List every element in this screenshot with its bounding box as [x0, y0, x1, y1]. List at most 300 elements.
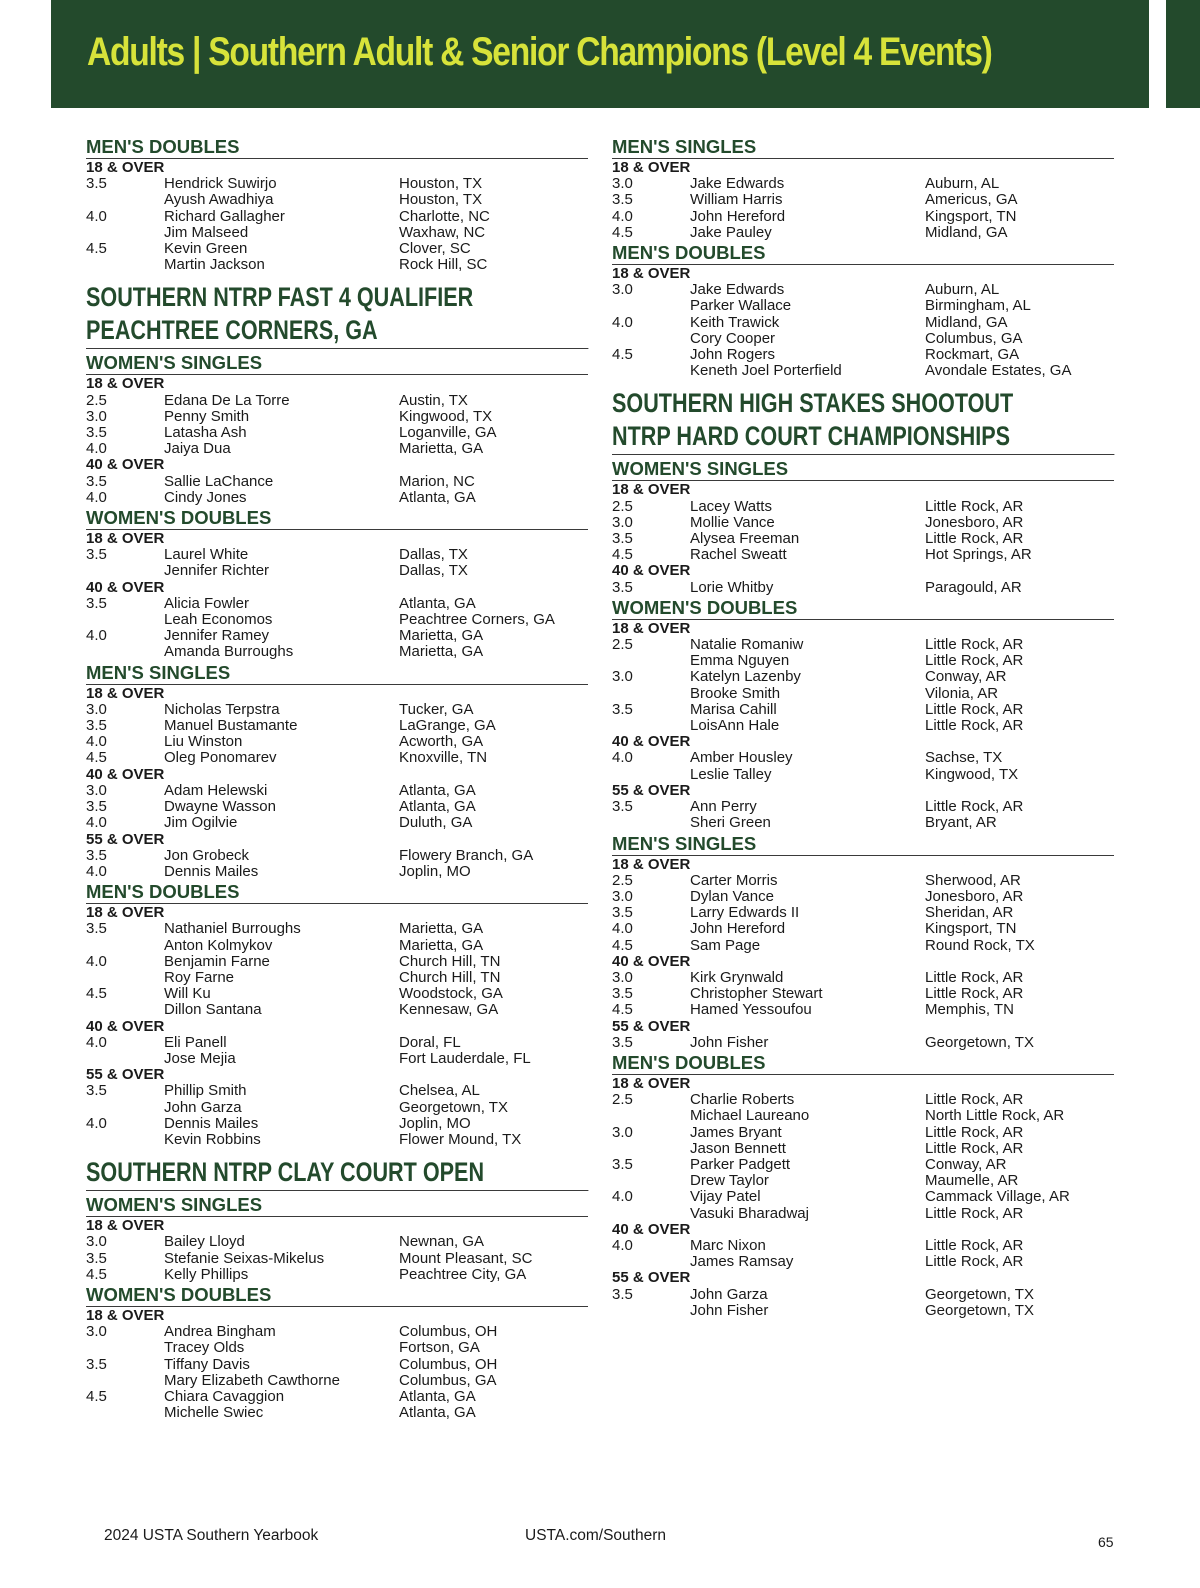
player-hometown: Auburn, AL [925, 175, 1000, 193]
player-hometown: Atlanta, GA [399, 781, 476, 799]
ntrp-level: 3.5 [86, 424, 107, 442]
player-name: Benjamin Farne [164, 952, 270, 970]
player-name: Hendrick Suwirjo [164, 175, 277, 193]
ntrp-level: 3.0 [86, 1233, 107, 1251]
player-hometown: Paragould, AR [925, 578, 1022, 596]
player-name: James Ramsay [690, 1253, 794, 1271]
player-name: Dillon Santana [164, 1001, 262, 1019]
result-row [86, 628, 588, 644]
age-division-label: 55 & OVER [612, 781, 691, 799]
result-row [612, 637, 1114, 653]
result-row [86, 209, 588, 225]
player-hometown: Little Rock, AR [925, 1123, 1024, 1141]
result-row [612, 192, 1114, 208]
player-name: Roy Farne [164, 968, 235, 986]
ntrp-level: 3.5 [612, 1155, 633, 1173]
player-hometown: Atlanta, GA [399, 488, 476, 506]
player-name: Andrea Bingham [164, 1323, 276, 1341]
player-hometown: Knoxville, TN [399, 749, 488, 767]
player-hometown: Kingwood, TX [925, 765, 1019, 783]
player-name: Liu Winston [164, 733, 243, 751]
player-hometown: Dallas, TX [399, 546, 468, 564]
ntrp-level: 3.0 [86, 781, 107, 799]
ntrp-level [612, 298, 690, 314]
player-hometown: Columbus, GA [925, 329, 1023, 347]
result-row [86, 1132, 588, 1148]
footer-website: USTA.com/Southern [525, 1527, 666, 1544]
result-row [612, 767, 1114, 783]
player-hometown: Avondale Estates, GA [925, 362, 1072, 380]
section-heading: WOMEN'S SINGLES [86, 353, 588, 375]
player-hometown: Rockmart, GA [925, 346, 1020, 364]
page-title: Adults | Southern Adult & Senior Champions (Level 4 Events) [87, 30, 992, 74]
player-hometown: Auburn, AL [925, 281, 1000, 299]
section-heading: MEN'S SINGLES [612, 834, 1114, 856]
age-division-label: 18 & OVER [86, 904, 165, 922]
age-division-label: 18 & OVER [612, 481, 691, 499]
player-hometown: Georgetown, TX [925, 1033, 1034, 1051]
player-name: Jason Bennett [690, 1139, 786, 1157]
player-hometown: Little Rock, AR [925, 1139, 1024, 1157]
header-tab-decoration [1166, 0, 1200, 108]
ntrp-level: 4.0 [612, 207, 633, 225]
player-hometown: Atlanta, GA [399, 798, 476, 816]
player-hometown: Little Rock, AR [925, 1236, 1024, 1254]
result-row [612, 921, 1114, 937]
player-hometown: Atlanta, GA [399, 1387, 476, 1405]
player-name: Lorie Whitby [690, 578, 774, 596]
age-division-label: 18 & OVER [86, 159, 165, 176]
player-name: Marc Nixon [690, 1236, 766, 1254]
result-row [86, 799, 588, 815]
player-hometown: Kingwood, TX [399, 407, 493, 425]
player-name: Adam Helewski [164, 781, 268, 799]
ntrp-level: 2.5 [612, 636, 633, 654]
player-hometown: Memphis, TN [925, 1001, 1014, 1019]
ntrp-level: 4.5 [612, 1001, 633, 1019]
player-hometown: Marietta, GA [399, 627, 484, 645]
age-division-label: 40 & OVER [86, 456, 165, 474]
player-hometown: Sherwood, AR [925, 871, 1021, 889]
player-hometown: Clover, SC [399, 240, 471, 258]
section-heading: MEN'S DOUBLES [612, 1053, 1114, 1075]
player-hometown: Birmingham, AL [925, 297, 1031, 315]
result-row [612, 750, 1114, 766]
player-hometown: Little Rock, AR [925, 1091, 1024, 1109]
ntrp-level: 3.0 [86, 1323, 107, 1341]
player-name: Eli Panell [164, 1033, 227, 1051]
results-section [86, 882, 588, 1148]
results-section [612, 598, 1114, 832]
results-section [612, 243, 1114, 379]
result-row [86, 970, 588, 986]
player-name: Leslie Talley [690, 765, 772, 783]
ntrp-level: 3.5 [86, 846, 107, 864]
ntrp-level [612, 1303, 690, 1319]
ntrp-level [612, 1206, 690, 1222]
section-heading: MEN'S SINGLES [612, 137, 1114, 159]
player-hometown: Doral, FL [399, 1033, 461, 1051]
player-name: Sam Page [690, 936, 761, 954]
player-name: Nathaniel Burroughs [164, 920, 301, 938]
player-hometown: Fortson, GA [399, 1339, 480, 1357]
player-hometown: Tucker, GA [399, 700, 474, 718]
ntrp-level: 3.5 [86, 717, 107, 735]
ntrp-level: 2.5 [86, 391, 107, 409]
player-name: Leah Economos [164, 611, 273, 629]
ntrp-level: 4.5 [86, 240, 107, 258]
player-name: Larry Edwards II [690, 904, 800, 922]
result-row [86, 596, 588, 612]
result-row [86, 815, 588, 831]
result-row [612, 1002, 1114, 1018]
ntrp-level: 4.0 [612, 920, 633, 938]
player-hometown: Jonesboro, AR [925, 887, 1024, 905]
results-section [86, 137, 588, 273]
result-row [612, 669, 1114, 685]
ntrp-level [612, 815, 690, 831]
player-hometown: Houston, TX [399, 175, 483, 193]
player-name: John Fisher [690, 1301, 769, 1319]
results-section [86, 663, 588, 880]
player-name: Bailey Lloyd [164, 1233, 245, 1251]
player-name: Cindy Jones [164, 488, 247, 506]
player-name: Mollie Vance [690, 513, 775, 531]
ntrp-level: 3.5 [612, 1285, 633, 1303]
section-heading: WOMEN'S DOUBLES [86, 1285, 588, 1307]
player-hometown: Peachtree City, GA [399, 1265, 527, 1283]
age-division-label: 18 & OVER [86, 1217, 165, 1235]
ntrp-level: 3.5 [612, 530, 633, 548]
result-row [612, 1206, 1114, 1222]
player-hometown: Woodstock, GA [399, 985, 503, 1003]
ntrp-level: 3.0 [612, 281, 633, 299]
result-row [612, 986, 1114, 1002]
section-heading: MEN'S DOUBLES [612, 243, 1114, 265]
result-row [612, 1287, 1114, 1303]
player-name: Cory Cooper [690, 329, 776, 347]
result-row [86, 1324, 588, 1340]
results-section [612, 137, 1114, 241]
player-name: Dwayne Wasson [164, 798, 276, 816]
player-hometown: Georgetown, TX [925, 1285, 1034, 1303]
ntrp-level: 4.0 [86, 1033, 107, 1051]
player-hometown: Little Rock, AR [925, 968, 1024, 986]
ntrp-level: 3.0 [612, 887, 633, 905]
result-row [612, 873, 1114, 889]
ntrp-level: 2.5 [612, 1091, 633, 1109]
player-hometown: Cammack Village, AR [925, 1188, 1070, 1206]
ntrp-level: 3.5 [612, 985, 633, 1003]
result-row [612, 282, 1114, 298]
result-row [612, 580, 1114, 596]
section-heading: WOMEN'S DOUBLES [612, 598, 1114, 620]
result-row [612, 653, 1114, 669]
player-hometown: Austin, TX [399, 391, 468, 409]
ntrp-level [86, 1340, 164, 1356]
ntrp-level: 3.5 [612, 700, 633, 718]
ntrp-level: 3.5 [612, 578, 633, 596]
player-hometown: Marietta, GA [399, 643, 484, 661]
result-row [86, 921, 588, 937]
result-row [86, 783, 588, 799]
player-name: Kevin Robbins [164, 1130, 261, 1148]
player-name: James Bryant [690, 1123, 782, 1141]
ntrp-level: 3.5 [612, 798, 633, 816]
result-row [86, 1251, 588, 1267]
result-row [612, 702, 1114, 718]
page-number: 65 [1098, 1534, 1114, 1550]
player-name: Hamed Yessoufou [690, 1001, 812, 1019]
player-hometown: Joplin, MO [399, 1114, 471, 1132]
result-row [612, 225, 1114, 241]
age-division-label: 40 & OVER [86, 578, 165, 596]
player-name: Tiffany Davis [164, 1355, 250, 1373]
player-name: Anton Kolmykov [164, 936, 273, 954]
player-name: Michael Laureano [690, 1107, 810, 1125]
player-name: Edana De La Torre [164, 391, 290, 409]
ntrp-level: 4.0 [86, 488, 107, 506]
result-row [86, 1116, 588, 1132]
player-hometown: Midland, GA [925, 223, 1008, 241]
ntrp-level: 3.0 [86, 407, 107, 425]
ntrp-level: 4.0 [612, 749, 633, 767]
result-row [86, 1340, 588, 1356]
player-hometown: Marietta, GA [399, 920, 484, 938]
player-hometown: Columbus, OH [399, 1355, 498, 1373]
ntrp-level [86, 563, 164, 579]
player-name: John Fisher [690, 1033, 769, 1051]
ntrp-level [86, 644, 164, 660]
ntrp-level: 4.5 [612, 346, 633, 364]
ntrp-level: 3.0 [612, 513, 633, 531]
player-hometown: Maumelle, AR [925, 1172, 1019, 1190]
ntrp-level: 3.0 [612, 668, 633, 686]
player-hometown: Georgetown, TX [925, 1301, 1034, 1319]
ntrp-level [86, 612, 164, 628]
ntrp-level [612, 686, 690, 702]
age-division-label: 18 & OVER [86, 1306, 165, 1324]
ntrp-level [86, 257, 164, 273]
results-section [612, 834, 1114, 1051]
player-name: Jon Grobeck [164, 846, 250, 864]
player-name: Michelle Swiec [164, 1404, 264, 1422]
player-name: Tracey Olds [164, 1339, 245, 1357]
player-name: Jennifer Richter [164, 562, 270, 580]
player-name: Carter Morris [690, 871, 778, 889]
section-heading: MEN'S DOUBLES [86, 137, 588, 159]
player-hometown: Houston, TX [399, 191, 483, 209]
result-row [612, 1141, 1114, 1157]
result-row [612, 347, 1114, 363]
result-row [612, 938, 1114, 954]
player-hometown: Little Rock, AR [925, 717, 1024, 735]
ntrp-level [612, 1254, 690, 1270]
section-heading: MEN'S DOUBLES [86, 882, 588, 904]
age-division-label: 18 & OVER [612, 855, 691, 873]
result-row [86, 734, 588, 750]
player-name: Jaiya Dua [164, 440, 231, 458]
result-row [612, 1157, 1114, 1173]
result-row [612, 1035, 1114, 1051]
player-hometown: Jonesboro, AR [925, 513, 1024, 531]
player-name: Parker Padgett [690, 1155, 791, 1173]
result-row [612, 1125, 1114, 1141]
player-name: Vasuki Bharadwaj [690, 1204, 809, 1222]
ntrp-level: 4.5 [86, 749, 107, 767]
right-column [612, 137, 1114, 1321]
result-row [86, 409, 588, 425]
age-division-label: 55 & OVER [612, 1017, 691, 1035]
ntrp-level [86, 1051, 164, 1067]
age-division-label: 40 & OVER [612, 733, 691, 751]
event-title [612, 387, 1114, 455]
age-division-label: 40 & OVER [86, 1017, 165, 1035]
ntrp-level: 4.5 [612, 546, 633, 564]
event-title-line: NTRP HARD COURT CHAMPIONSHIPS [612, 421, 1011, 452]
ntrp-level: 3.5 [86, 472, 107, 490]
result-row [86, 986, 588, 1002]
age-division-label: 18 & OVER [86, 530, 165, 548]
player-hometown: Americus, GA [925, 191, 1018, 209]
result-row [86, 1405, 588, 1421]
player-name: Jake Edwards [690, 281, 785, 299]
result-row [612, 1173, 1114, 1189]
result-row [86, 441, 588, 457]
player-name: John Garza [690, 1285, 768, 1303]
player-hometown: Little Rock, AR [925, 985, 1024, 1003]
player-hometown: Kennesaw, GA [399, 1001, 499, 1019]
player-hometown: Acworth, GA [399, 733, 484, 751]
result-row [612, 331, 1114, 347]
player-hometown: Loganville, GA [399, 424, 497, 442]
age-division-label: 18 & OVER [612, 159, 691, 176]
player-name: Alicia Fowler [164, 594, 250, 612]
results-section [612, 1053, 1114, 1319]
player-name: Jim Malseed [164, 223, 249, 241]
result-row [612, 970, 1114, 986]
player-name: Dylan Vance [690, 887, 774, 905]
player-name: Dennis Mailes [164, 1114, 259, 1132]
player-name: Amanda Burroughs [164, 643, 294, 661]
ntrp-level: 3.5 [612, 1033, 633, 1051]
result-row [86, 393, 588, 409]
result-row [612, 315, 1114, 331]
player-hometown: Little Rock, AR [925, 798, 1024, 816]
event-title-line: SOUTHERN NTRP CLAY COURT OPEN [86, 1157, 485, 1188]
ntrp-level: 4.5 [612, 223, 633, 241]
result-row [612, 298, 1114, 314]
player-name: John Rogers [690, 346, 776, 364]
player-name: John Hereford [690, 207, 786, 225]
player-name: Penny Smith [164, 407, 250, 425]
result-row [612, 815, 1114, 831]
ntrp-level [86, 1132, 164, 1148]
player-hometown: Kingsport, TN [925, 920, 1017, 938]
ntrp-level: 4.0 [86, 207, 107, 225]
ntrp-level [86, 1405, 164, 1421]
ntrp-level: 4.5 [86, 985, 107, 1003]
age-division-label: 55 & OVER [612, 1269, 691, 1287]
results-section [86, 1285, 588, 1421]
ntrp-level: 3.0 [86, 700, 107, 718]
result-row [86, 848, 588, 864]
player-hometown: Sachse, TX [925, 749, 1003, 767]
ntrp-level: 3.5 [86, 546, 107, 564]
result-row [612, 799, 1114, 815]
result-row [612, 718, 1114, 734]
player-name: Jake Edwards [690, 175, 785, 193]
result-row [86, 425, 588, 441]
player-name: Oleg Ponomarev [164, 749, 277, 767]
ntrp-level: 4.0 [86, 733, 107, 751]
results-section [86, 353, 588, 506]
ntrp-level: 4.0 [86, 814, 107, 832]
player-hometown: Marietta, GA [399, 440, 484, 458]
result-row [612, 905, 1114, 921]
player-name: Richard Gallagher [164, 207, 285, 225]
player-hometown: Church Hill, TN [399, 968, 501, 986]
player-hometown: Fort Lauderdale, FL [399, 1049, 531, 1067]
result-row [86, 1389, 588, 1405]
result-row [86, 644, 588, 660]
player-hometown: Columbus, OH [399, 1323, 498, 1341]
player-name: Lacey Watts [690, 497, 772, 515]
ntrp-level [86, 938, 164, 954]
ntrp-level [86, 1373, 164, 1389]
result-row [612, 1092, 1114, 1108]
player-name: Laurel White [164, 546, 249, 564]
result-row [86, 225, 588, 241]
player-hometown: Bryant, AR [925, 814, 997, 832]
result-row [86, 1357, 588, 1373]
player-name: LoisAnn Hale [690, 717, 780, 735]
age-division-label: 40 & OVER [612, 562, 691, 580]
player-hometown: Little Rock, AR [925, 636, 1024, 654]
player-name: Chiara Cavaggion [164, 1387, 285, 1405]
result-row [86, 702, 588, 718]
section-heading: WOMEN'S SINGLES [612, 459, 1114, 481]
player-name: Sheri Green [690, 814, 771, 832]
player-hometown: Chelsea, AL [399, 1082, 480, 1100]
age-division-label: 40 & OVER [612, 952, 691, 970]
ntrp-level: 4.0 [86, 1114, 107, 1132]
player-name: Kirk Grynwald [690, 968, 784, 986]
player-hometown: Atlanta, GA [399, 594, 476, 612]
player-hometown: Midland, GA [925, 313, 1008, 331]
ntrp-level: 4.0 [612, 1236, 633, 1254]
ntrp-level: 3.0 [612, 968, 633, 986]
player-name: Katelyn Lazenby [690, 668, 801, 686]
player-name: Charlie Roberts [690, 1091, 795, 1109]
ntrp-level [612, 1108, 690, 1124]
player-hometown: Charlotte, NC [399, 207, 490, 225]
player-name: Jim Ogilvie [164, 814, 238, 832]
result-row [86, 1051, 588, 1067]
results-section [612, 459, 1114, 595]
age-division-label: 18 & OVER [612, 1074, 691, 1092]
age-division-label: 55 & OVER [86, 1066, 165, 1084]
header-banner [51, 0, 1149, 108]
result-row [86, 176, 588, 192]
player-hometown: Georgetown, TX [399, 1098, 508, 1116]
ntrp-level: 3.5 [86, 1355, 107, 1373]
player-name: William Harris [690, 191, 783, 209]
player-hometown: Dallas, TX [399, 562, 468, 580]
results-section [86, 1195, 588, 1283]
ntrp-level: 3.5 [612, 191, 633, 209]
result-row [612, 499, 1114, 515]
